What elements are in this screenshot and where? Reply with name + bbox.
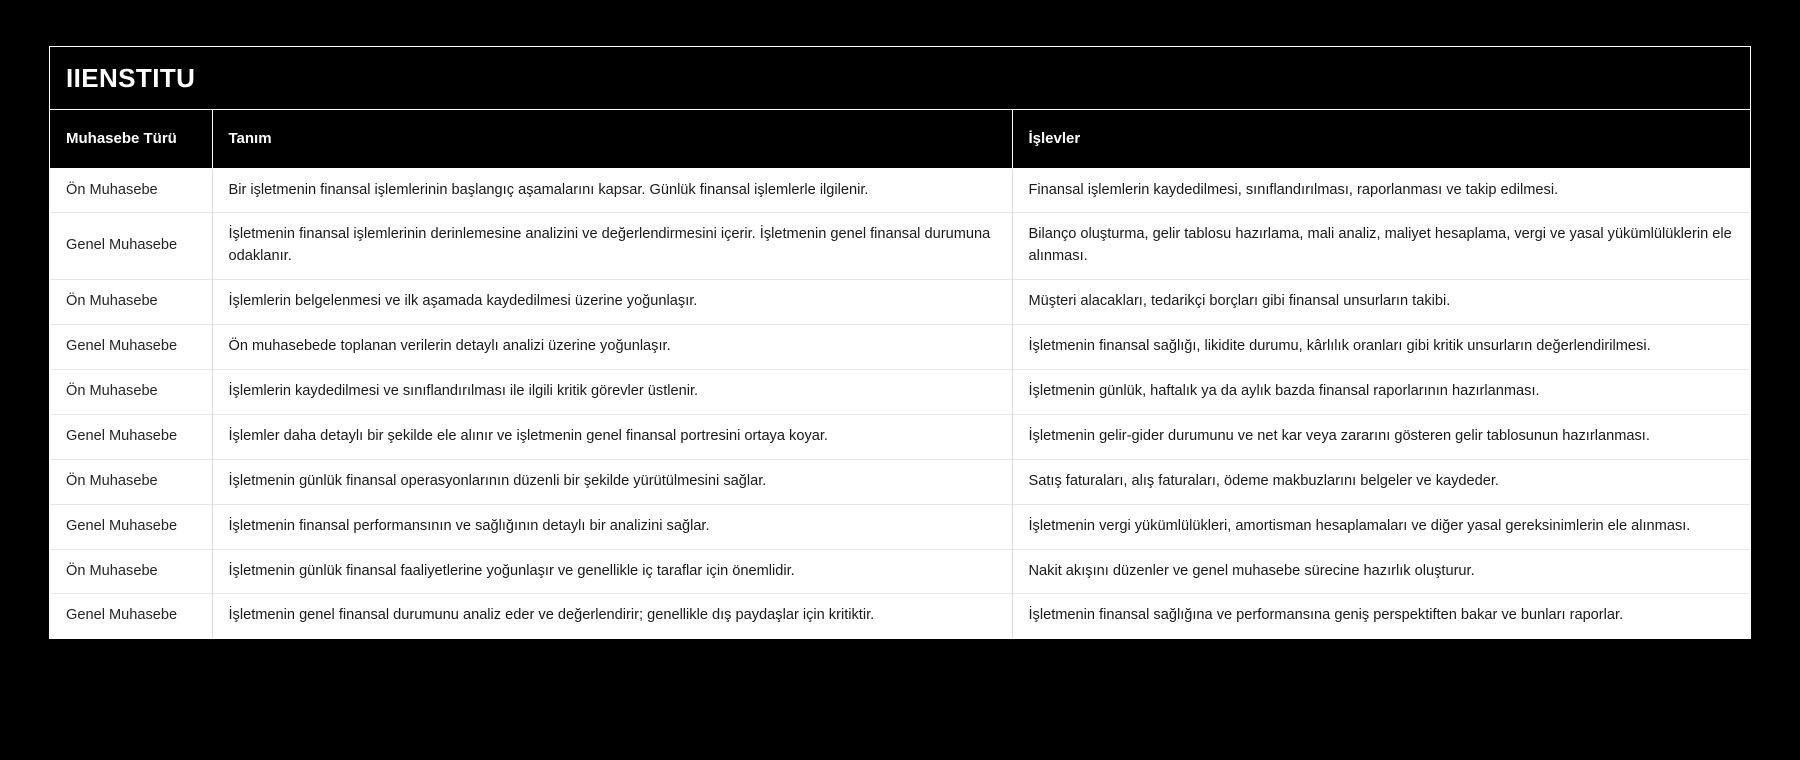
cell-definition: İşletmenin günlük finansal faaliyetlerine yoğunlaşır ve genellikle iç taraflar için önemlidir. (212, 549, 1012, 594)
cell-accounting-type: Genel Muhasebe (50, 414, 212, 459)
accounting-types-table (50, 110, 1750, 638)
cell-accounting-type: Ön Muhasebe (50, 549, 212, 594)
cell-functions: Satış faturaları, alış faturaları, ödeme makbuzlarını belgeler ve kaydeder. (1012, 459, 1750, 504)
cell-accounting-type: Genel Muhasebe (50, 213, 212, 280)
table-header-row (50, 110, 1750, 168)
cell-functions: Müşteri alacakları, tedarikçi borçları gibi finansal unsurların takibi. (1012, 280, 1750, 325)
table-header (50, 110, 1750, 168)
cell-functions: Finansal işlemlerin kaydedilmesi, sınıflandırılması, raporlanması ve takip edilmesi. (1012, 168, 1750, 213)
table-row (50, 504, 1750, 549)
cell-accounting-type: Genel Muhasebe (50, 504, 212, 549)
table-row (50, 549, 1750, 594)
cell-accounting-type: Ön Muhasebe (50, 168, 212, 213)
cell-definition: İşletmenin genel finansal durumunu analiz eder ve değerlendirir; genellikle dış paydaşlar için kritiktir. (212, 594, 1012, 638)
cell-functions: İşletmenin finansal sağlığına ve performansına geniş perspektiften bakar ve bunları raporlar. (1012, 594, 1750, 638)
cell-definition: İşletmenin finansal işlemlerinin derinlemesine analizini ve değerlendirmesini içerir. İşletmenin genel finansal durumuna odaklanır. (212, 213, 1012, 280)
cell-functions: Bilanço oluşturma, gelir tablosu hazırlama, mali analiz, maliyet hesaplama, vergi ve yasal yükümlülüklerin ele alınması. (1012, 213, 1750, 280)
table-row (50, 280, 1750, 325)
table-row (50, 594, 1750, 638)
column-header-accounting-type: Muhasebe Türü (50, 110, 212, 168)
cell-definition: Ön muhasebede toplanan verilerin detaylı analizi üzerine yoğunlaşır. (212, 325, 1012, 370)
column-header-functions: İşlevler (1012, 110, 1750, 168)
cell-functions: İşletmenin gelir-gider durumunu ve net kar veya zararını gösteren gelir tablosunun hazırlanması. (1012, 414, 1750, 459)
table-row (50, 369, 1750, 414)
column-header-definition: Tanım (212, 110, 1012, 168)
table-row (50, 414, 1750, 459)
brand-title: IIENSTITU (66, 63, 196, 93)
cell-definition: İşlemlerin belgelenmesi ve ilk aşamada kaydedilmesi üzerine yoğunlaşır. (212, 280, 1012, 325)
cell-definition: Bir işletmenin finansal işlemlerinin başlangıç aşamalarını kapsar. Günlük finansal işlemlerle ilgilenir. (212, 168, 1012, 213)
accounting-comparison-card (49, 46, 1751, 639)
cell-definition: İşlemlerin kaydedilmesi ve sınıflandırılması ile ilgili kritik görevler üstlenir. (212, 369, 1012, 414)
table-row (50, 168, 1750, 213)
cell-functions: İşletmenin günlük, haftalık ya da aylık bazda finansal raporlarının hazırlanması. (1012, 369, 1750, 414)
cell-functions: İşletmenin finansal sağlığı, likidite durumu, kârlılık oranları gibi kritik unsurların değerlendirilmesi. (1012, 325, 1750, 370)
cell-accounting-type: Ön Muhasebe (50, 459, 212, 504)
cell-definition: İşlemler daha detaylı bir şekilde ele alınır ve işletmenin genel finansal portresini ortaya koyar. (212, 414, 1012, 459)
cell-definition: İşletmenin günlük finansal operasyonlarının düzenli bir şekilde yürütülmesini sağlar. (212, 459, 1012, 504)
cell-accounting-type: Genel Muhasebe (50, 594, 212, 638)
cell-accounting-type: Ön Muhasebe (50, 369, 212, 414)
cell-accounting-type: Genel Muhasebe (50, 325, 212, 370)
cell-functions: İşletmenin vergi yükümlülükleri, amortisman hesaplamaları ve diğer yasal gereksinimlerin ele alınması. (1012, 504, 1750, 549)
table-body (50, 168, 1750, 638)
table-row (50, 325, 1750, 370)
brand-header (50, 47, 1750, 110)
cell-functions: Nakit akışını düzenler ve genel muhasebe sürecine hazırlık oluşturur. (1012, 549, 1750, 594)
table-row (50, 459, 1750, 504)
cell-accounting-type: Ön Muhasebe (50, 280, 212, 325)
table-row (50, 213, 1750, 280)
cell-definition: İşletmenin finansal performansının ve sağlığının detaylı bir analizini sağlar. (212, 504, 1012, 549)
